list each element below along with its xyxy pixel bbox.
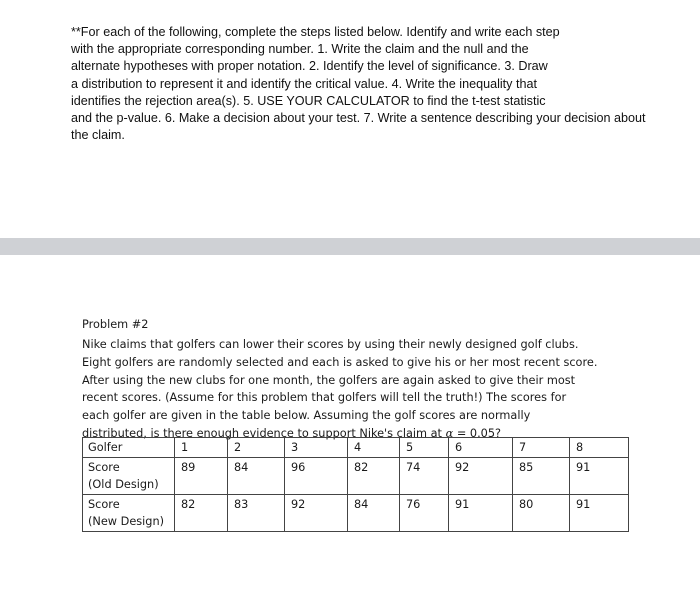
problem-title: Problem #2 — [82, 318, 149, 331]
table-cell: 92 — [449, 458, 513, 495]
problem-text: Nike claims that golfers can lower their scores by using their newly designed golf clubs. Eight golfers are randomly selected and each is asked to give his or her most recent score. After using the new clubs for one month, the golfers are again asked to give their most recent scores. (Assume for this problem that golfers will tell the truth!) The scores for each golfer are given in the table below. Assuming the golf scores are normally distributed, is there enough evidence to support Nike's claim at — [82, 338, 598, 440]
alpha-symbol: α — [445, 426, 454, 440]
section-divider — [0, 238, 700, 255]
header-cell: 5 — [400, 438, 449, 458]
header-label: Golfer — [83, 438, 175, 458]
header-cell: 4 — [348, 438, 400, 458]
alpha-value: = 0.05? — [453, 426, 502, 440]
table-cell: 91 — [570, 495, 629, 532]
table-cell: 80 — [513, 495, 570, 532]
table-cell: 83 — [228, 495, 285, 532]
header-cell: 2 — [228, 438, 285, 458]
table-cell: 89 — [175, 458, 228, 495]
table-header-row — [83, 438, 629, 458]
table-cell: 85 — [513, 458, 570, 495]
table-cell: 82 — [348, 458, 400, 495]
table-cell: 76 — [400, 495, 449, 532]
header-cell: 7 — [513, 438, 570, 458]
golf-scores-table — [82, 437, 629, 532]
header-cell: 3 — [285, 438, 348, 458]
header-cell: 1 — [175, 438, 228, 458]
problem-block — [82, 316, 622, 443]
table-cell: 84 — [348, 495, 400, 532]
instructions-paragraph: **For each of the following, complete the steps listed below. Identify and write each step with the appropriate corresponding number. 1. Write the claim and the null and the alternate hypotheses with proper notation. 2. Identify the level of significance. 3. Draw a distribution to represent it and identify the critical value. 4. Write the inequality that identifies the rejection area(s). 5. USE YOUR CALCULATOR to find the t-test statistic and the p-value. 6. Make a decision about your test. 7. Write a sentence describing your decision about the claim. — [71, 25, 646, 143]
problem-statement — [82, 336, 622, 443]
table-cell: 82 — [175, 495, 228, 532]
table-cell: 74 — [400, 458, 449, 495]
table-row-new-design — [83, 495, 629, 532]
table-cell: 91 — [449, 495, 513, 532]
header-cell: 6 — [449, 438, 513, 458]
table-cell: 96 — [285, 458, 348, 495]
table-cell: 91 — [570, 458, 629, 495]
table-cell: 84 — [228, 458, 285, 495]
header-cell: 8 — [570, 438, 629, 458]
table-row-old-design — [83, 458, 629, 495]
row-label: Score (Old Design) — [83, 458, 175, 495]
row-label: Score (New Design) — [83, 495, 175, 532]
table-cell: 92 — [285, 495, 348, 532]
